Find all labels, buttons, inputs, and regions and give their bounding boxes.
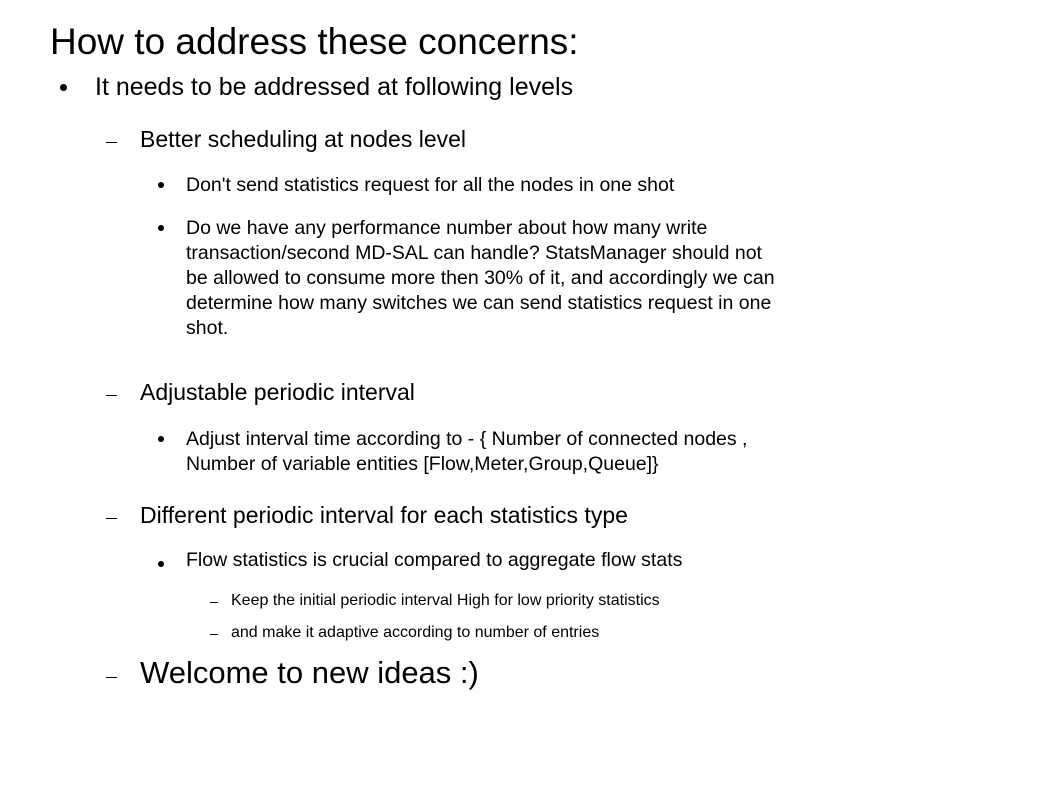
bullet-text-line: Adjust interval time according to - { Number of connected nodes , [186, 428, 748, 450]
small-dash-bullet-icon [210, 634, 218, 635]
bullet-text: Don't send statistics request for all the nodes in one shot [186, 174, 675, 196]
section-heading: Different periodic interval for each statistics type [140, 502, 628, 528]
bullet-dot-icon [158, 182, 164, 188]
bullet-text: Flow statistics is crucial compared to aggregate flow stats [186, 549, 683, 571]
bullet-text-line: Number of variable entities [Flow,Meter,Group,Queue]} [186, 453, 659, 475]
intro-line: It needs to be addressed at following levels [95, 73, 574, 101]
section-heading: Adjustable periodic interval [140, 379, 415, 405]
bullet-dot-icon [158, 225, 164, 231]
bullet-text-line: transaction/second MD-SAL can handle? StatsManager should not [186, 242, 762, 264]
closing-heading: Welcome to new ideas :) [140, 655, 479, 690]
dash-bullet-icon [106, 677, 117, 678]
dash-bullet-icon [106, 142, 117, 143]
bullet-text-line: Do we have any performance number about how many write [186, 217, 708, 239]
sub-item-text: Keep the initial periodic interval High for low priority statistics [231, 592, 660, 609]
bullet-text-line: be allowed to consume more then 30% of it, and accordingly we can [186, 267, 775, 289]
bullet-dot-icon [158, 561, 164, 567]
bullet-dot-icon [60, 84, 67, 91]
bullet-text-line: determine how many switches we can send statistics request in one [186, 292, 772, 314]
section-heading: Better scheduling at nodes level [140, 126, 467, 152]
bullet-text-line: shot. [186, 317, 229, 339]
dash-bullet-icon [106, 518, 117, 519]
bullet-dot-icon [158, 436, 164, 442]
slide-title: How to address these concerns: [50, 21, 579, 62]
dash-bullet-icon [106, 395, 117, 396]
sub-item-text: and make it adaptive according to number of entries [231, 624, 600, 641]
small-dash-bullet-icon [210, 602, 218, 603]
